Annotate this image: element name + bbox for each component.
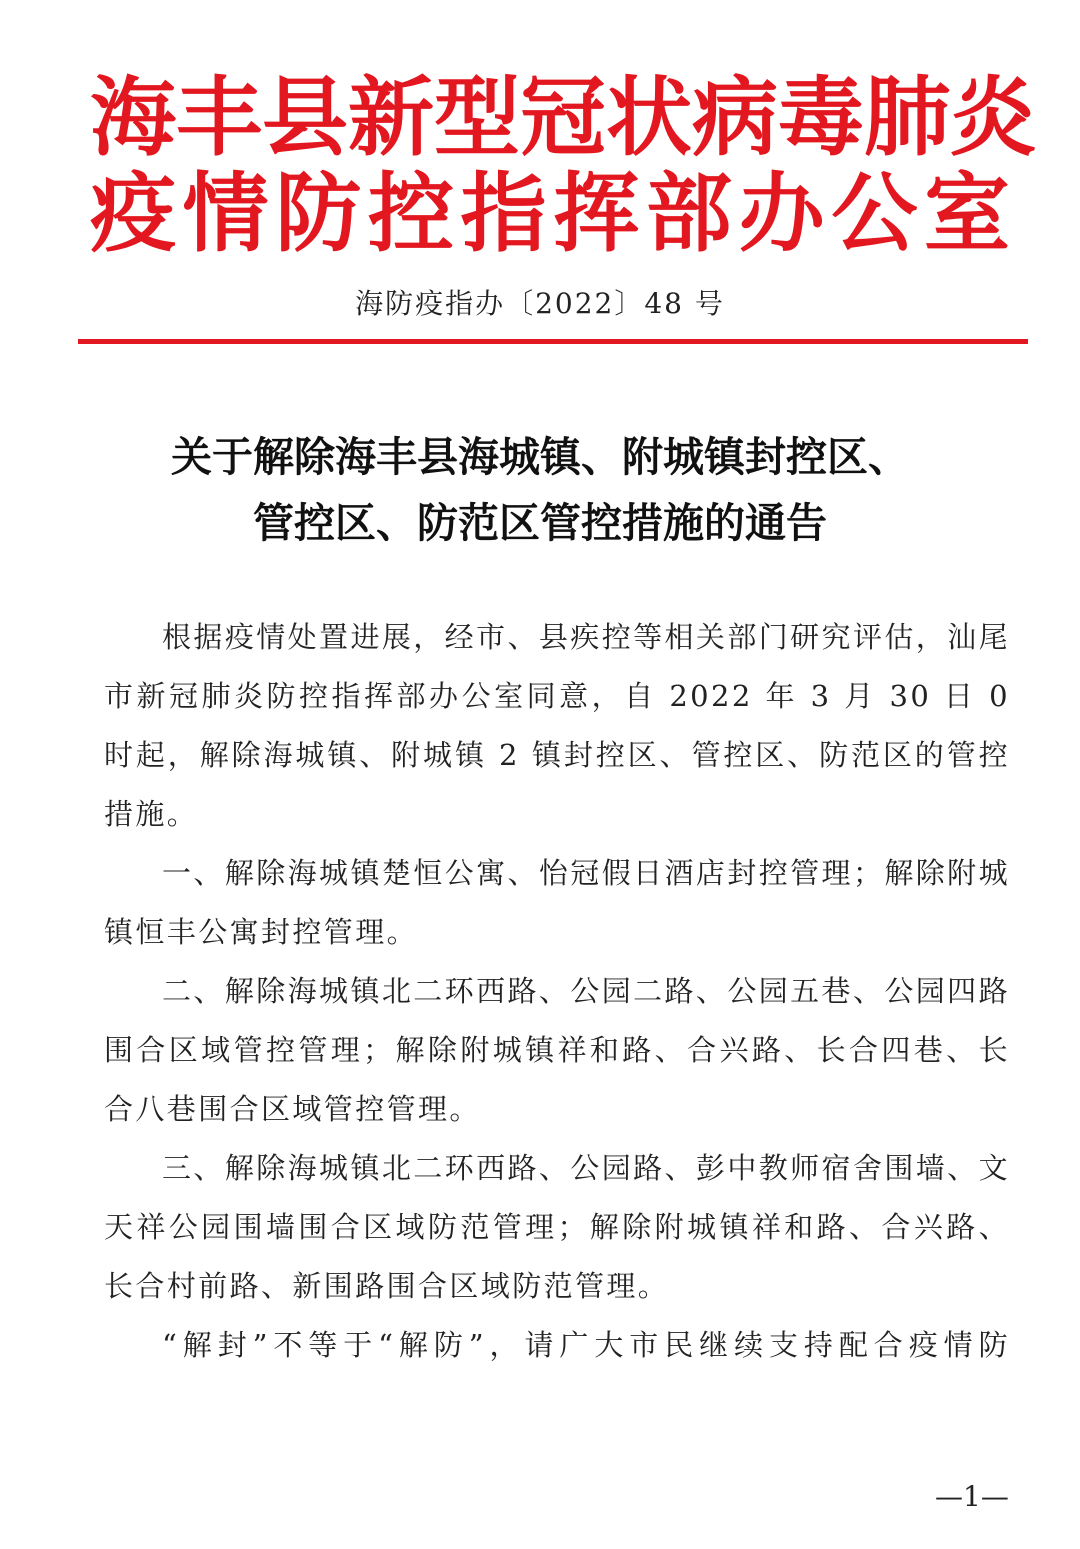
paragraph-item-1: 一、解除海城镇楚恒公寓、怡冠假日酒店封控管理；解除附城镇恒丰公寓封控管理。 xyxy=(104,856,1010,949)
notice-title-line2: 管控区、防范区管控措施的通告 xyxy=(253,499,827,547)
document-number: 海防疫指办〔2022〕48 号 xyxy=(355,287,725,320)
issuing-office-name-line1: 海丰县新型冠状病毒肺炎 xyxy=(90,67,1036,168)
paragraph-closing: “解封”不等于“解防”，请广大市民继续支持配合疫情防 xyxy=(162,1328,1010,1362)
paragraph-item-3: 三、解除海城镇北二环西路、公园路、彭中教师宿舍围墙、文天祥公园围墙围合区域防范管理；解除附城镇祥和路、合兴路、长合村前路、新围路围合区域防范管理。 xyxy=(104,1151,1010,1303)
paragraph-intro: 根据疫情处置进展，经市、县疾控等相关部门研究评估，汕尾市新冠肺炎防控指挥部办公室同意，自 2022 年 3 月 30 日 0 时起，解除海城镇、附城镇 2 镇封控区、管控区、防范区的管控措施。 xyxy=(104,620,1010,831)
paragraph-item-2: 二、解除海城镇北二环西路、公园二路、公园五巷、公园四路围合区域管控管理；解除附城镇祥和路、合兴路、长合四巷、长合八巷围合区域管控管理。 xyxy=(104,974,1010,1126)
notice-body xyxy=(104,608,1010,1375)
red-separator-line xyxy=(78,339,1028,344)
issuing-office-name-line2: 疫情防控指挥部办公室 xyxy=(90,163,1010,264)
notice-title-line1: 关于解除海丰县海城镇、附城镇封控区、 xyxy=(171,433,909,481)
page-number: —1— xyxy=(935,1480,1009,1513)
